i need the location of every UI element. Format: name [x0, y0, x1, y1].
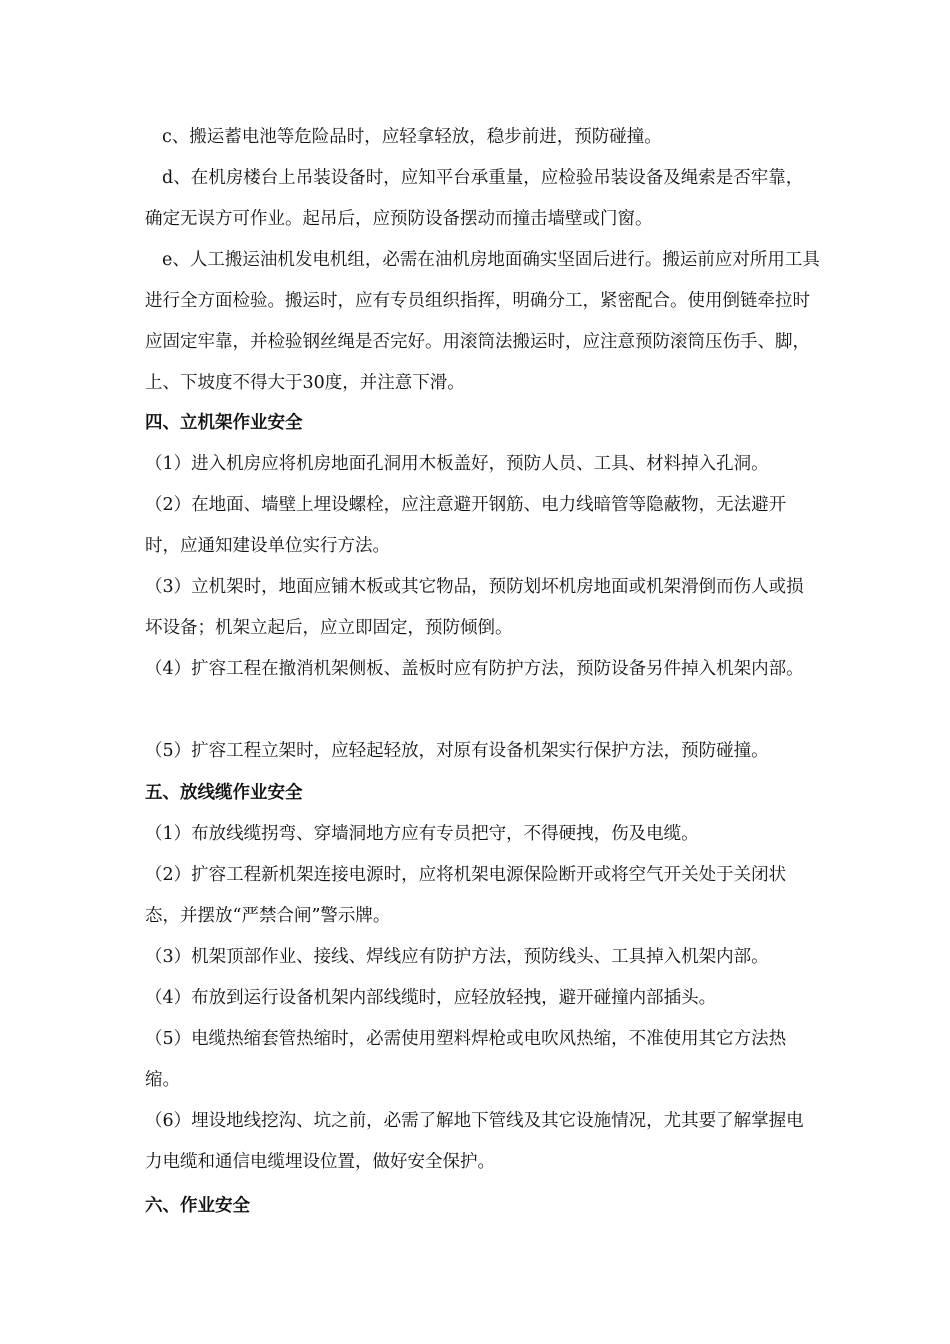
section-heading-5: 五、放线缆作业安全 [145, 783, 303, 803]
section4-item-4: （4）扩容工程在撤消机架侧板、盖板时应有防护方法，预防设备另件掉入机架内部。 [145, 659, 804, 679]
section-heading-4: 四、立机架作业安全 [145, 413, 303, 433]
section5-item-6: （6）埋设地线挖沟、坑之前，必需了解地下管线及其它设施情况，尤其要了解掌握电力电缆和通信电缆埋设位置，做好安全保护。 [145, 1111, 804, 1172]
paragraph-d: d、在机房楼台上吊装设备时，应知平台承重量，应检验吊装设备及绳索是否牢靠，确定无误方可作业。起吊后，应预防设备摆动而撞击墙壁或门窗。 [145, 168, 804, 229]
section5-item-4: （4）布放到运行设备机架内部线缆时，应轻放轻拽，避开碰撞内部插头。 [145, 988, 717, 1008]
paragraph-e: e、人工搬运油机发电机组，必需在油机房地面确实坚固后进行。搬运前应对所用工具进行全方面检验。搬运时，应有专员组织指挥，明确分工，紧密配合。使用倒链牵拉时应固定牢靠，并检验钢丝绳是否完好。用滚筒法搬运时，应注意预防滚筒压伤手、脚，上、下坡度不得大于30度，并注意下滑。 [145, 250, 820, 393]
section4-item-5: （5）扩容工程立架时，应轻起轻放，对原有设备机架实行保护方法，预防碰撞。 [145, 741, 769, 761]
section5-item-1: （1）布放线缆拐弯、穿墙洞地方应有专员把守，不得硬拽，伤及电缆。 [145, 824, 699, 844]
section5-item-3: （3）机架顶部作业、接线、焊线应有防护方法，预防线头、工具掉入机架内部。 [145, 947, 769, 967]
section-heading-6: 六、作业安全 [145, 1196, 250, 1216]
paragraph-c: c、搬运蓄电池等危险品时，应轻拿轻放，稳步前进，预防碰撞。 [162, 127, 662, 147]
section4-item-1: （1）进入机房应将机房地面孔洞用木板盖好，预防人员、工具、材料掉入孔洞。 [145, 454, 769, 474]
section4-item-3: （3）立机架时，地面应铺木板或其它物品，预防划坏机房地面或机架滑倒而伤人或损坏设备；机架立起后，应立即固定，预防倾倒。 [145, 577, 804, 638]
section5-item-5: （5）电缆热缩套管热缩时，必需使用塑料焊枪或电吹风热缩，不准使用其它方法热缩。 [145, 1029, 787, 1090]
section4-item-2: （2）在地面、墙壁上埋设螺栓，应注意避开钢筋、电力线暗管等隐蔽物，无法避开时，应通知建设单位实行方法。 [145, 495, 787, 556]
section5-item-2: （2）扩容工程新机架连接电源时，应将机架电源保险断开或将空气开关处于关闭状态，并摆放“严禁合闸”警示牌。 [145, 865, 787, 926]
